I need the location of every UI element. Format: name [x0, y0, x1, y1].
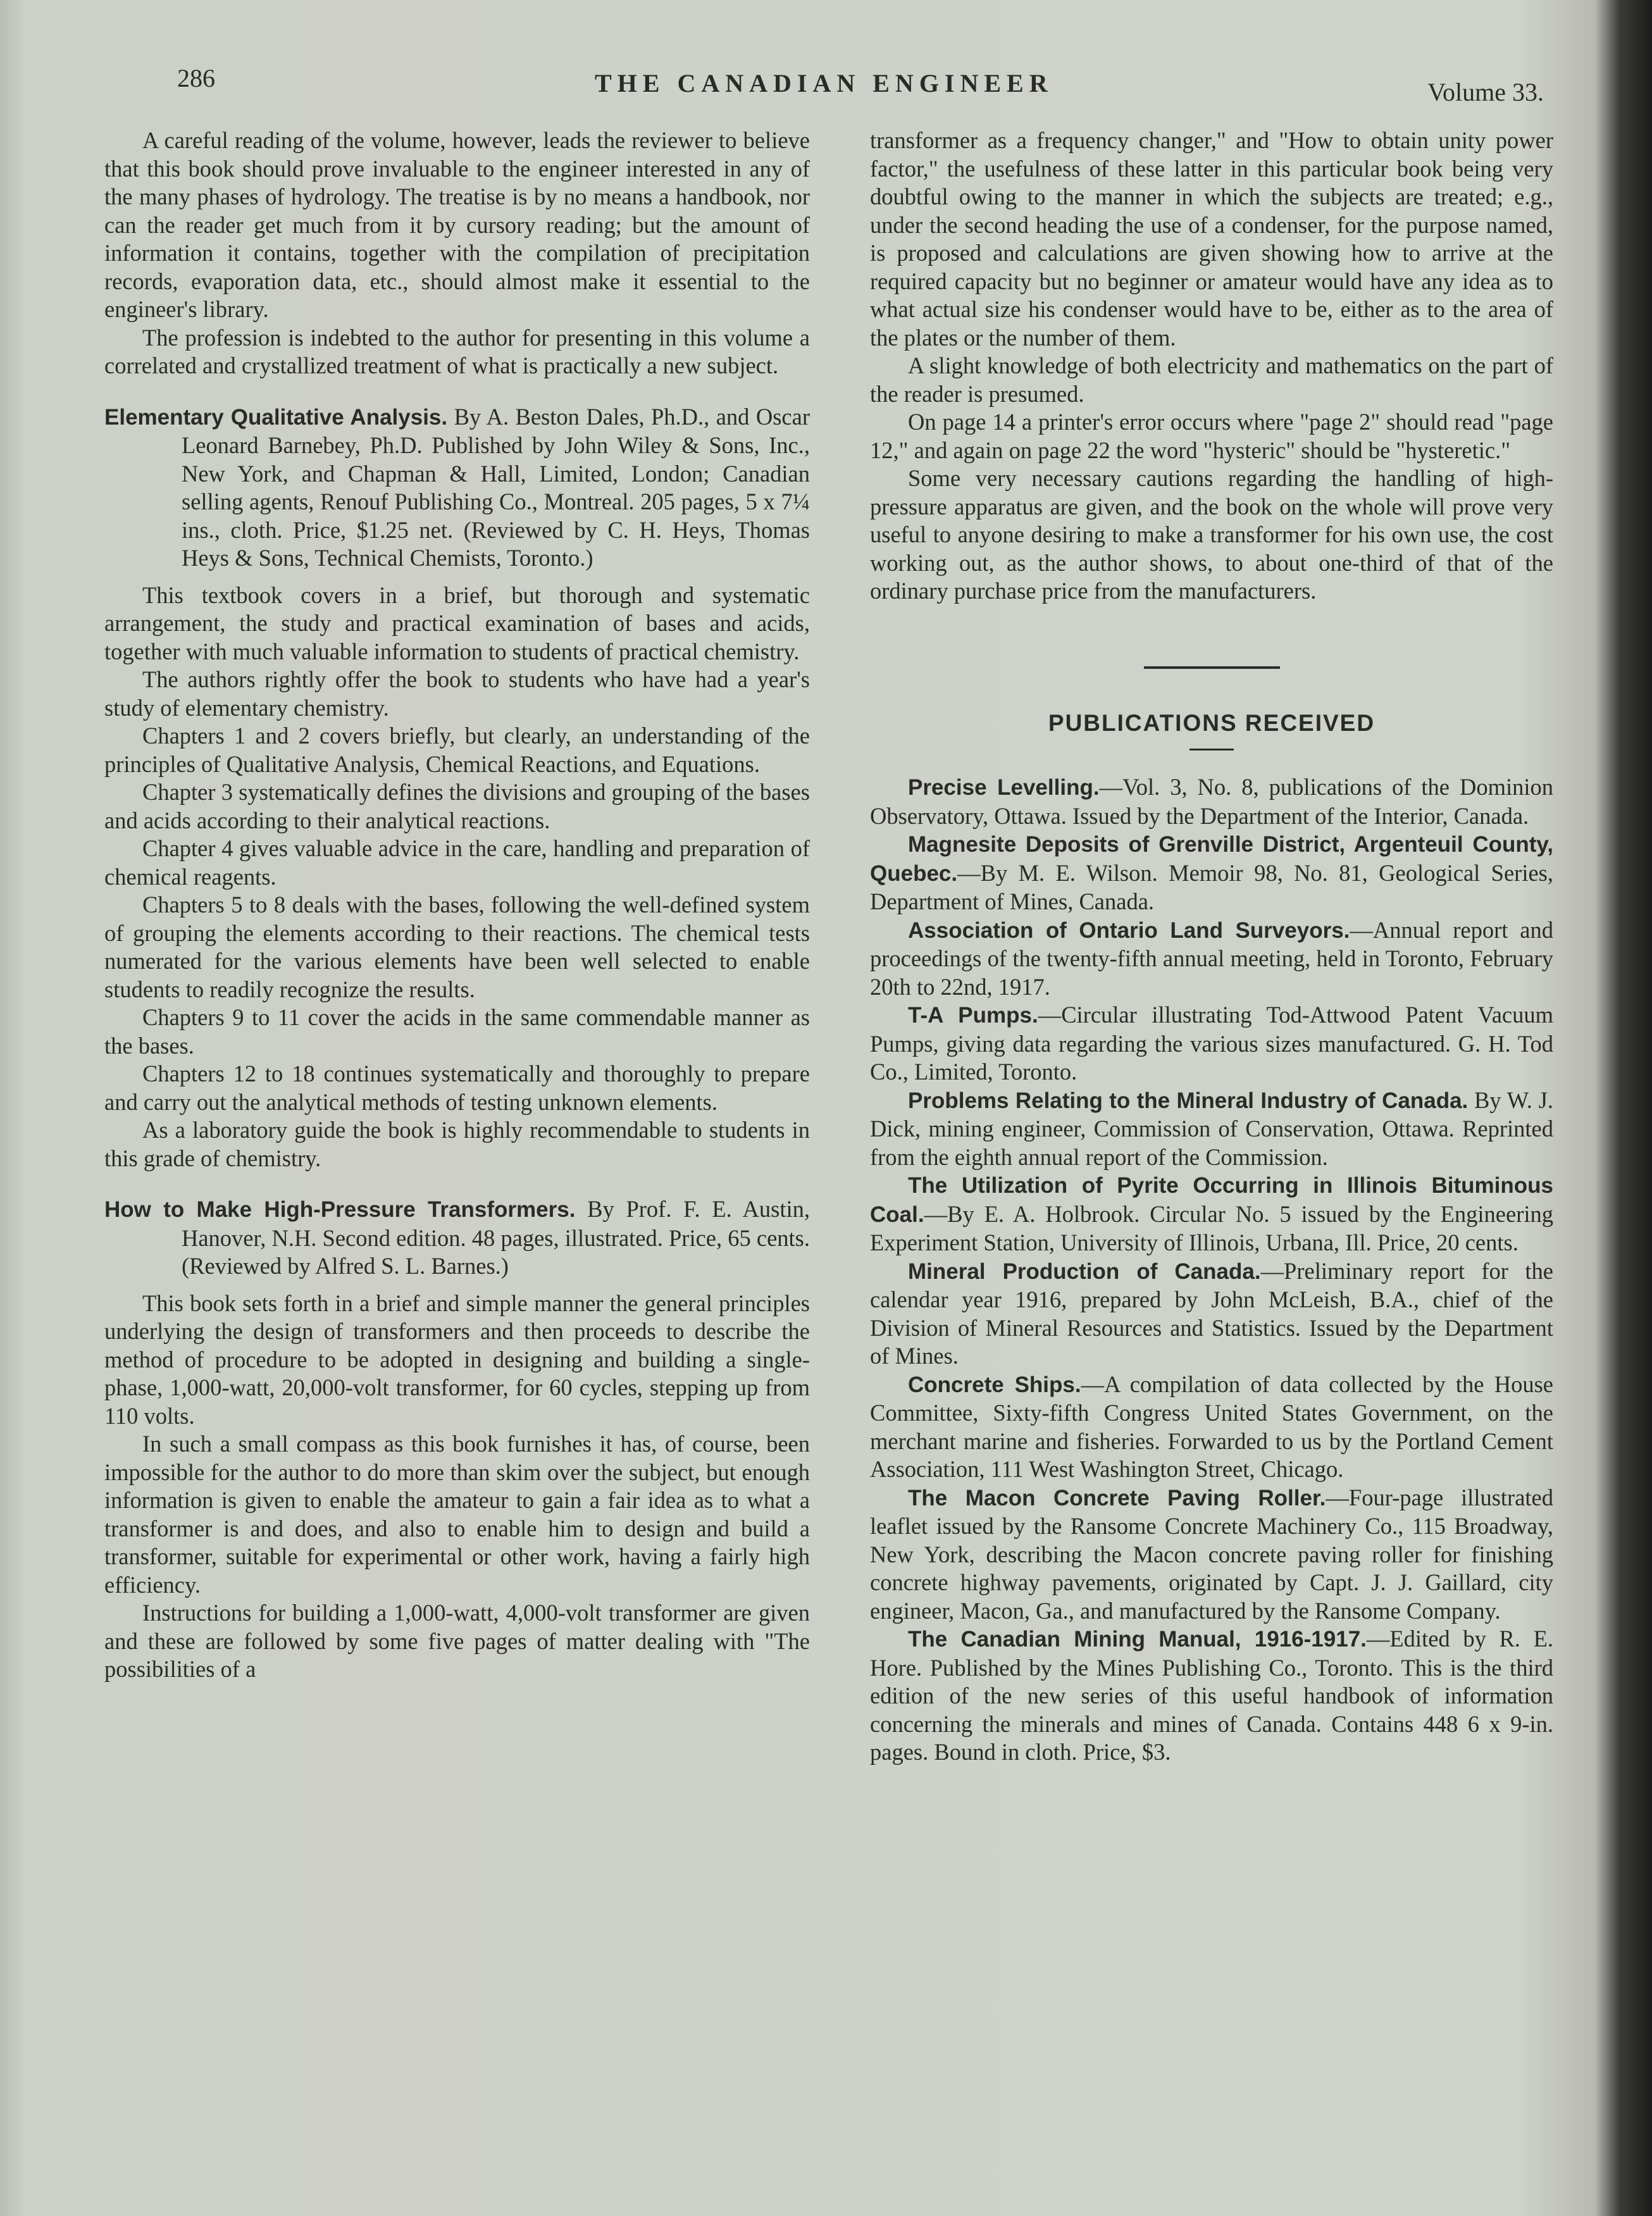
heading-underline [1189, 749, 1234, 750]
publication-text: —Four-page illustrated leaflet issued by the Ransome Concrete Machinery Co., 115 Broadway, New York, describing the Macon concrete paving roller for finishing concrete highway pavements, originated by Capt. J. J. Gaillard, city engineer, Macon, Ga., and manufactured by the Ransome Company. [870, 1484, 1553, 1624]
publication-text: —Vol. 3, No. 8, publications of the Dominion Observatory, Ottawa. Issued by the Department of the Interior, Canada. [870, 774, 1553, 829]
publication-entry [870, 1484, 1553, 1626]
publication-entry [870, 773, 1553, 830]
page-header [171, 63, 1544, 114]
publication-entry [870, 830, 1553, 916]
publication-title: Precise Levelling. [908, 775, 1100, 800]
volume-label: Volume 33. [1427, 78, 1544, 106]
publication-entry [870, 916, 1553, 1002]
section-heading: PUBLICATIONS RECEIVED [1048, 709, 1376, 736]
body-paragraph: Some very necessary cautions regarding the handling of high-pressure apparatus are given, and the book on the whole will prove very useful to anyone desiring to make a transformer for his own use, the cost working out, as the author shows, to about one-third of that of the ordinary purchase price from the manufacturers. [870, 465, 1553, 604]
review-details: By Prof. F. E. Austin, Hanover, N.H. Second edition. 48 pages, illustrated. Price, 65 cents. (Reviewed by Alfred S. L. Barnes.) [182, 1196, 810, 1279]
publication-title: Magnesite Deposits of Grenville District, Argenteuil County, Quebec. [870, 832, 1553, 886]
body-paragraph: transformer as a frequency changer," and "How to obtain unity power factor," the usefulness of these latter in this particular book being very doubtful owing to the manner in which the subjects are treated; e.g., under the second heading the use of a condenser, for the purpose named, is proposed and calculations are given showing how to arrive at the required capacity but no beginner or amateur would have any idea as to what actual size his condenser would have to be, either as to the area of the plates or the number of them. [870, 127, 1553, 351]
body-paragraph: Chapters 12 to 18 continues systematically and thoroughly to prepare and carry out the analytical methods of testing unknown elements. [104, 1061, 810, 1115]
body-paragraph: The authors rightly offer the book to students who have had a year's study of elementary chemistry. [104, 666, 810, 721]
body-paragraph: Chapter 3 systematically defines the divisions and grouping of the bases and acids according to their analytical reactions. [104, 779, 810, 833]
body-paragraph: The profession is indebted to the author for presenting in this volume a correlated and crystallized treatment of what is practically a new subject. [104, 324, 810, 378]
review-details: By A. Beston Dales, Ph.D., and Oscar Leonard Barnebey, Ph.D. Published by John Wiley & Sons, Inc., New York, and Chapman & Hall, Limited, London; Canadian selling agents, Renouf Publishing Co., Montreal. 205 pages, 5 x 7¼ ins., cloth. Price, $1.25 net. (Reviewed by C. H. Heys, Thomas Heys & Sons, Technical Chemists, Toronto.) [182, 403, 810, 571]
publication-entry [870, 1257, 1553, 1371]
section-divider [1144, 666, 1280, 669]
publication-text: By W. J. Dick, mining engineer, Commission of Conservation, Ottawa. Reprinted from the eighth annual report of the Commission. [870, 1086, 1553, 1170]
review-heading [104, 1195, 810, 1281]
publication-title: Mineral Production of Canada. [908, 1259, 1261, 1284]
journal-title: THE CANADIAN ENGINEER [595, 69, 1053, 97]
body-paragraph: Instructions for building a 1,000-watt, 4,000-volt transformer are given and these are followed by some five pages of matter dealing with "The possibilities of a [104, 1600, 810, 1682]
publication-title: The Canadian Mining Manual, 1916-1917. [908, 1627, 1367, 1652]
publication-text: —Preliminary report for the calendar year 1916, prepared by John McLeish, B.A., chief of the Division of Mineral Resources and Statistics. Issued by the Department of Mines. [870, 1257, 1553, 1369]
publication-text: —Annual report and proceedings of the twenty-fifth annual meeting, held in Toronto, February 20th to 22nd, 1917. [870, 916, 1553, 1000]
publication-entry [870, 1625, 1553, 1767]
publication-entry [870, 1086, 1553, 1172]
publication-title: T-A Pumps. [908, 1003, 1038, 1028]
publication-title: The Utilization of Pyrite Occurring in Illinois Bituminous Coal. [870, 1173, 1553, 1227]
publication-entry [870, 1371, 1553, 1484]
body-paragraph: This textbook covers in a brief, but thorough and systematic arrangement, the study and practical examination of bases and acids, together with much valuable information to students of practical chemistry. [104, 582, 810, 664]
publication-text: —By E. A. Holbrook. Circular No. 5 issued by the Engineering Experiment Station, University of Illinois, Urbana, Ill. Price, 20 cents. [870, 1200, 1553, 1255]
right-column [870, 127, 1553, 1767]
left-column [104, 127, 810, 1684]
publication-title: The Macon Concrete Paving Roller. [908, 1485, 1326, 1510]
publication-text: —Edited by R. E. Hore. Published by the Mines Publishing Co., Toronto. This is the third edition of the new series of this useful handbook of information concerning the minerals and mines of Canada. Contains 448 6 x 9-in. pages. Bound in cloth. Price, $3. [870, 1626, 1554, 1765]
review-heading [104, 403, 810, 573]
review-title: How to Make High-Pressure Transformers. [104, 1197, 576, 1222]
publication-title: Concrete Ships. [908, 1372, 1081, 1397]
publication-entry [870, 1171, 1553, 1257]
body-paragraph: Chapters 9 to 11 cover the acids in the same commendable manner as the bases. [104, 1004, 810, 1059]
publication-entry [870, 1001, 1553, 1086]
body-paragraph: A slight knowledge of both electricity and mathematics on the part of the reader is presumed. [870, 352, 1553, 407]
publication-text: —A compilation of data collected by the House Committee, Sixty-fifth Congress United States Government, on the merchant marine and fisheries. Forwarded to us by the Portland Cement Association, 111 West Washington Street, Chicago. [870, 1371, 1553, 1482]
body-paragraph: In such a small compass as this book furnishes it has, of course, been impossible for the author to do more than skim over the subject, but enough information is given to enable the amateur to gain a fair idea as to what a transformer is and does, and also to enable him to design and build a transformer, suitable for experimental or other work, having a fairly high efficiency. [104, 1431, 810, 1598]
publication-text: —Circular illustrating Tod-Attwood Patent Vacuum Pumps, giving data regarding the various sizes manufactured. G. H. Tod Co., Limited, Toronto. [870, 1002, 1554, 1085]
body-paragraph: This book sets forth in a brief and simple manner the general principles underlying the design of transformers and then proceeds to describe the method of procedure to be adopted in designing and building a single-phase, 1,000-watt, 20,000-volt transformer, for 60 cycles, stepping up from 110 volts. [104, 1290, 810, 1429]
body-paragraph: On page 14 a printer's error occurs where "page 2" should read "page 12," and again on page 22 the word "hysteric" should be "hysteretic." [870, 409, 1553, 463]
body-paragraph: Chapters 1 and 2 covers briefly, but clearly, an understanding of the principles of Qualitative Analysis, Chemical Reactions, and Equations. [104, 723, 810, 777]
publication-title: Problems Relating to the Mineral Industry of Canada. [908, 1088, 1469, 1113]
review-title: Elementary Qualitative Analysis. [104, 404, 448, 430]
body-paragraph: As a laboratory guide the book is highly recommendable to students in this grade of chemistry. [104, 1117, 810, 1171]
publication-title: Association of Ontario Land Surveyors. [908, 918, 1350, 943]
page-number: 286 [177, 64, 215, 92]
publication-text: —By M. E. Wilson. Memoir 98, No. 81, Geological Series, Department of Mines, Canada. [870, 859, 1553, 914]
body-paragraph: Chapter 4 gives valuable advice in the care, handling and preparation of chemical reagents. [104, 835, 810, 890]
body-paragraph: A careful reading of the volume, however, leads the reviewer to believe that this book should prove invaluable to the engineer interested in any of the many phases of hydrology. The treatise is by no means a handbook, nor can the reader get much from it by cursory reading; but the amount of information it contains, together with the compilation of precipitation records, evaporation data, etc., should almost make it essential to the engineer's library. [104, 127, 810, 322]
body-paragraph: Chapters 5 to 8 deals with the bases, following the well-defined system of grouping the elements according to their reactions. The chemical tests numerated for the various elements have been well selected to enable students to readily recognize the results. [104, 892, 810, 1002]
